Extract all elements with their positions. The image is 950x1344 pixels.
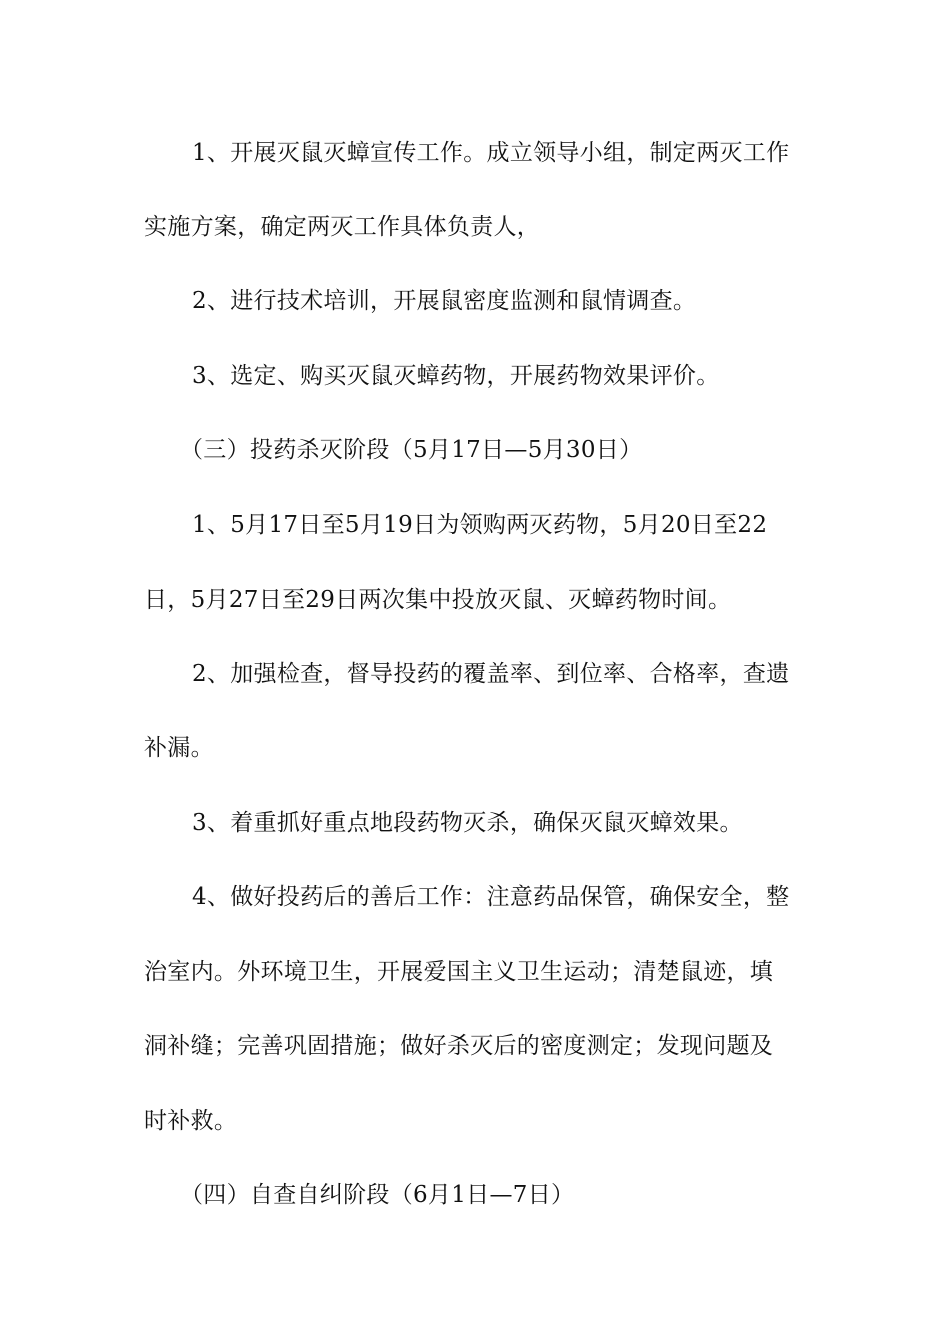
paragraph-line: 2、加强检查，督导投药的覆盖率、到位率、合格率，查遗 xyxy=(192,661,790,687)
paragraph-line: 洞补缝；完善巩固措施；做好杀灭后的密度测定；发现问题及 xyxy=(144,1033,774,1059)
paragraph-line: 治室内。外环境卫生，开展爱国主义卫生运动；清楚鼠迹，填 xyxy=(144,959,774,985)
paragraph-line: 1、开展灭鼠灭蟑宣传工作。成立领导小组，制定两灭工作 xyxy=(192,140,790,166)
paragraph-line: 补漏。 xyxy=(144,735,214,761)
section-heading: （三）投药杀灭阶段（5月17日—5月30日） xyxy=(180,437,643,463)
paragraph-line: 日，5月27日至29日两次集中投放灭鼠、灭蟑药物时间。 xyxy=(144,587,732,613)
paragraph-line: 3、着重抓好重点地段药物灭杀，确保灭鼠灭蟑效果。 xyxy=(192,810,743,836)
section-heading: （四）自查自纠阶段（6月1日—7日） xyxy=(180,1182,575,1208)
paragraph-line: 时补救。 xyxy=(144,1108,238,1134)
paragraph-line: 3、选定、购买灭鼠灭蟑药物，开展药物效果评价。 xyxy=(192,363,720,389)
paragraph-line: 1、5月17日至5月19日为领购两灭药物，5月20日至22 xyxy=(192,512,768,538)
paragraph-line: 实施方案，确定两灭工作具体负责人， xyxy=(144,214,541,240)
paragraph-line: 2、进行技术培训，开展鼠密度监测和鼠情调查。 xyxy=(192,288,697,314)
paragraph-line: 4、做好投药后的善后工作：注意药品保管，确保安全，整 xyxy=(192,884,790,910)
